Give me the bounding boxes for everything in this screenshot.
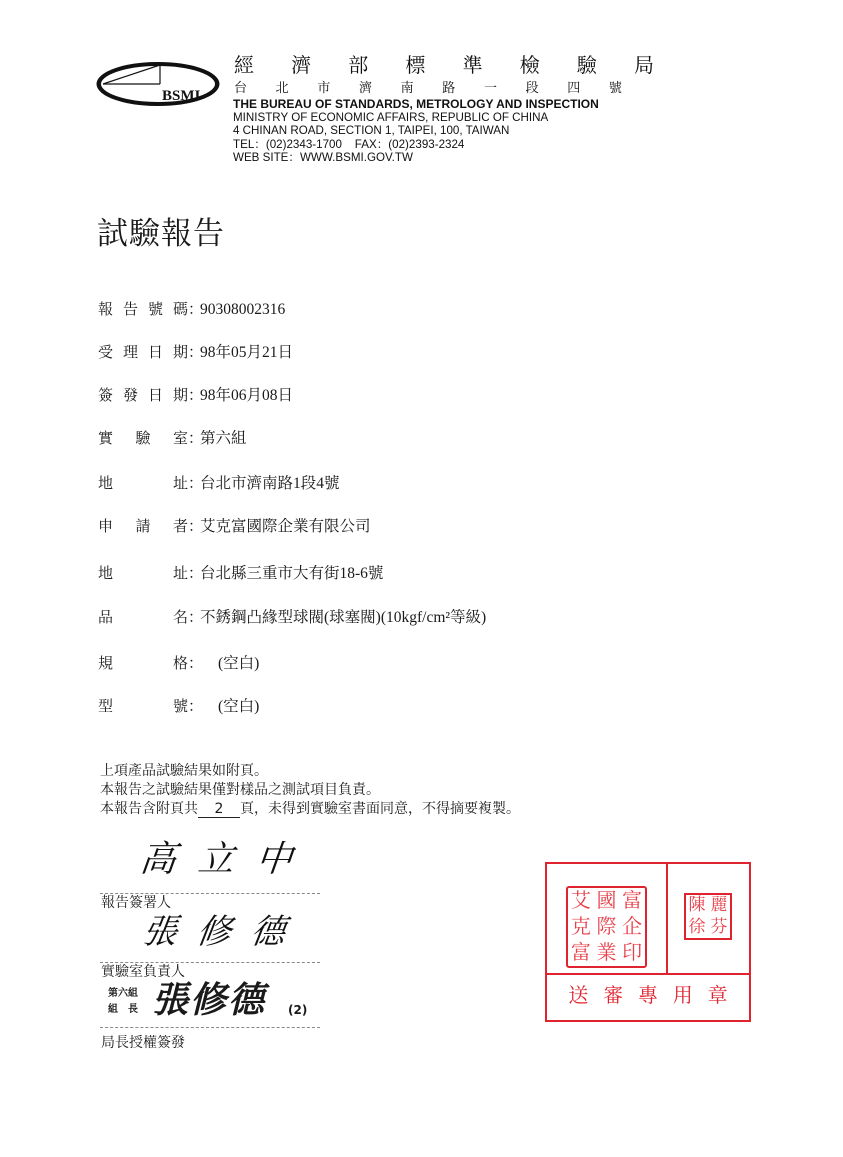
report-signer-label: 報告簽署人	[101, 895, 171, 911]
field-label: 報 告 號 碼	[98, 300, 188, 318]
company-seal: 艾 國 富 克 際 企 富 業 印	[566, 886, 647, 968]
field-value: (空白)	[218, 655, 260, 672]
person-seal: 陳 麗 徐 芬	[684, 893, 732, 940]
agency-char: 準	[462, 53, 483, 77]
page-count: 2	[198, 802, 240, 818]
report-notes	[100, 762, 520, 819]
field-report-number: 報 告 號 碼 ： 90308002316	[98, 300, 286, 318]
agency-char: 經	[234, 53, 254, 77]
field-value: 不銹鋼凸緣型球閥(球塞閥)(10kgf/cm²等級)	[200, 609, 487, 626]
field-label: 品 名	[98, 608, 188, 626]
field-value: 90308002316	[200, 301, 286, 318]
address-en: 4 CHINAN ROAD, SECTION 1, TAIPEI, 100, TAIWAN	[233, 124, 510, 137]
address-char: 南	[400, 81, 414, 96]
field-value: 台北市濟南路1段4號	[200, 475, 340, 492]
field-model-number: 型 號 ： (空白)	[98, 697, 260, 715]
address-char: 一	[483, 81, 497, 96]
field-value: 98年05月21日	[200, 344, 294, 361]
address-char: 台	[234, 81, 248, 96]
note-line-2: 本報告之試驗結果僅對樣品之測試項目負責。	[100, 782, 380, 798]
field-label: 型 號	[98, 697, 188, 715]
agency-char: 濟	[291, 53, 312, 77]
address-char: 路	[442, 81, 456, 96]
bsmi-logo-icon	[96, 60, 226, 108]
note-line-1: 上項產品試驗結果如附頁。	[100, 763, 268, 779]
address-char: 號	[608, 81, 622, 96]
lab-head-label: 實驗室負責人	[101, 964, 185, 980]
field-issue-date: 簽 發 日 期 ： 98年06月08日	[98, 386, 294, 404]
field-label: 受 理 日 期	[98, 343, 188, 361]
bsmi-logo	[96, 60, 226, 108]
note-line-3: 本報告含附頁共 2 頁，未得到實驗室書面同意，不得摘要複製。	[100, 801, 520, 817]
field-lab-address: 地 址 ： 台北市濟南路1段4號	[98, 474, 340, 492]
field-label: 地 址	[98, 564, 188, 582]
field-label: 簽 發 日 期	[98, 386, 188, 404]
agency-char: 標	[405, 53, 426, 77]
field-value: 台北縣三重市大有街18-6號	[200, 565, 384, 582]
address-char: 市	[317, 81, 331, 96]
divider	[547, 973, 749, 975]
agency-name-zh	[234, 52, 654, 78]
divider	[100, 1027, 320, 1028]
field-value: 艾克富國際企業有限公司	[200, 518, 371, 535]
field-value: 98年06月08日	[200, 387, 294, 404]
field-label: 實 驗 室	[98, 429, 188, 447]
address-char: 段	[525, 81, 539, 96]
field-laboratory: 實 驗 室 ： 第六組	[98, 429, 247, 447]
field-label: 規 格	[98, 654, 188, 672]
page-title: 試驗報告	[97, 216, 225, 252]
address-char: 北	[275, 81, 289, 96]
stamp-caption: 送 審 專 用 章	[568, 983, 728, 1007]
field-specification: 規 格 ： (空白)	[98, 654, 260, 672]
stamp-unit: 第六組	[108, 988, 138, 999]
review-stamp	[545, 862, 751, 1022]
address-zh	[234, 80, 622, 97]
divider	[666, 864, 668, 973]
agency-name-en: THE BUREAU OF STANDARDS, METROLOGY AND INSPECTION	[233, 97, 599, 111]
field-applicant: 申 請 者 ： 艾克富國際企業有限公司	[98, 517, 371, 535]
agency-char: 驗	[576, 53, 597, 77]
agency-char: 部	[348, 53, 369, 77]
address-char: 濟	[358, 81, 372, 96]
agency-char: 檢	[519, 53, 540, 77]
field-applicant-address: 地 址 ： 台北縣三重市大有街18-6號	[98, 564, 384, 582]
authorized-issue-label: 局長授權簽發	[101, 1035, 185, 1051]
field-label: 申 請 者	[98, 517, 188, 535]
svg-text:BSMI: BSMI	[162, 88, 201, 104]
field-value: (空白)	[218, 698, 260, 715]
field-received-date: 受 理 日 期 ： 98年05月21日	[98, 343, 294, 361]
signature-lab-head: 張修德	[140, 912, 308, 952]
signature-stamp-director: 張修德	[152, 980, 267, 1021]
field-product-name: 品 名 ： 不銹鋼凸緣型球閥(球塞閥)(10kgf/cm²等級)	[98, 608, 487, 626]
ministry-en: MINISTRY OF ECONOMIC AFFAIRS, REPUBLIC OF CHINA	[233, 111, 549, 124]
stamp-suffix: (2)	[288, 1003, 308, 1017]
website: WEB SITE：WWW.BSMI.GOV.TW	[233, 151, 413, 164]
contact-info: TEL：(02)2343-1700 FAX：(02)2393-2324	[233, 138, 465, 151]
agency-char: 局	[633, 53, 654, 77]
field-label: 地 址	[98, 474, 188, 492]
signature-report-signer: 高立中	[137, 839, 317, 880]
address-char: 四	[567, 81, 581, 96]
field-value: 第六組	[200, 430, 247, 447]
stamp-title: 組 長	[108, 1004, 138, 1015]
